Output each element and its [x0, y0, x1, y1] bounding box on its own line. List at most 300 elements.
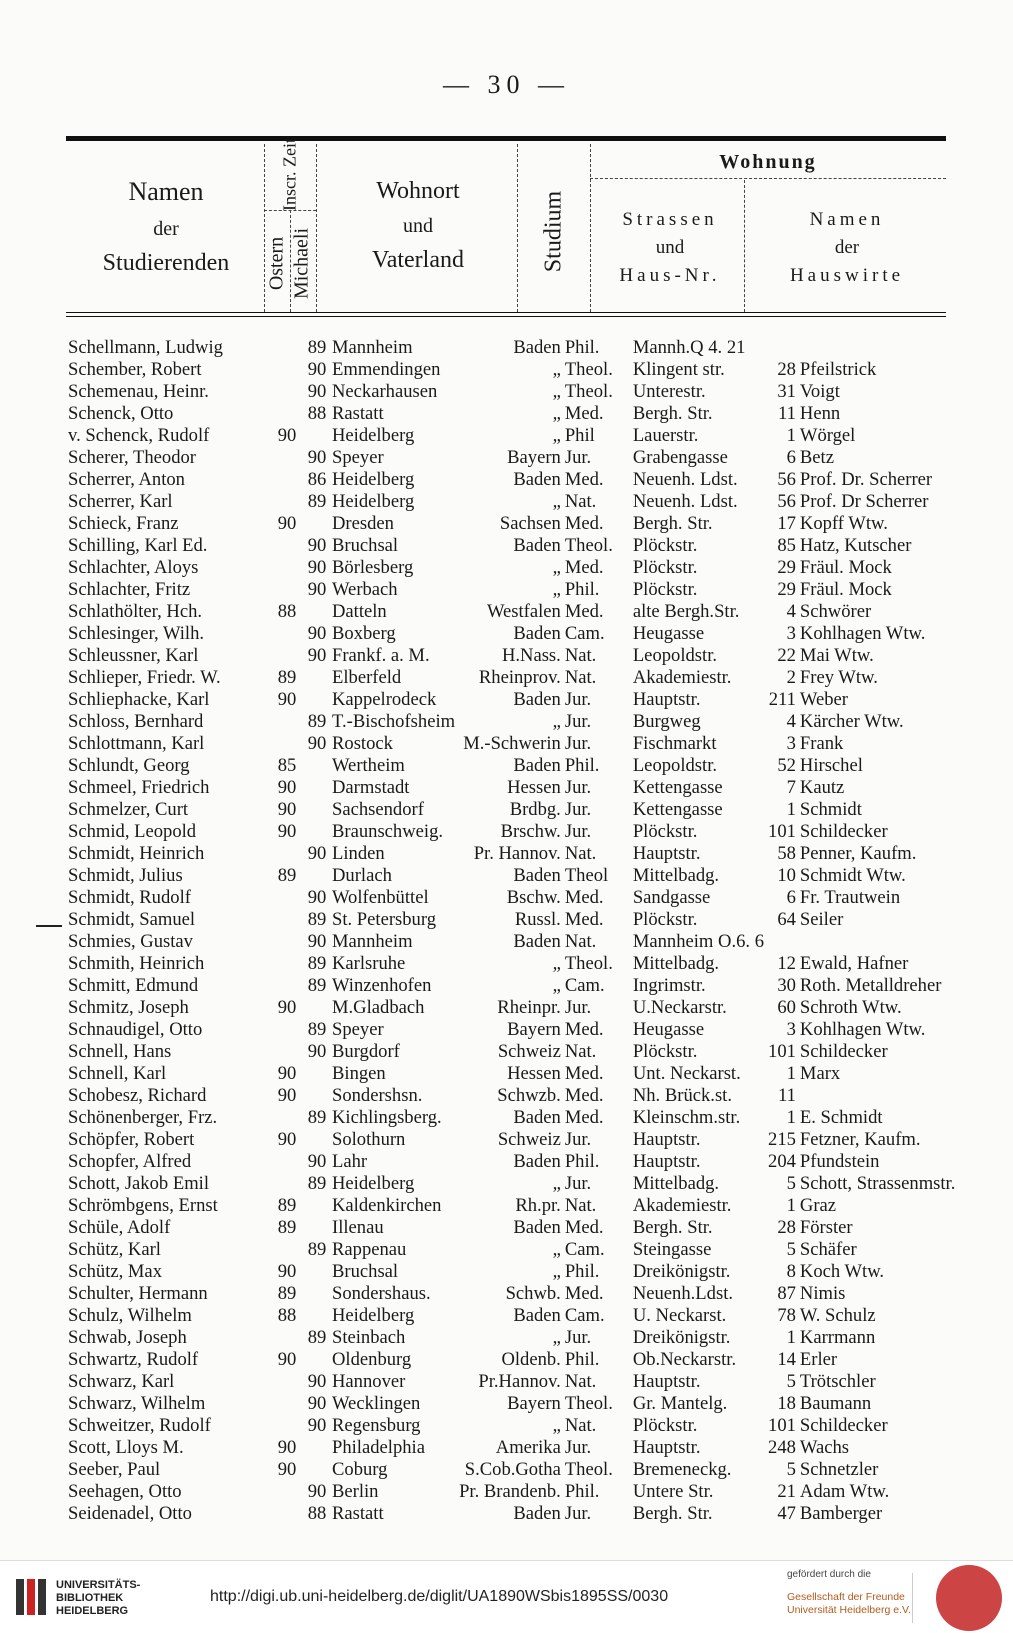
- house-number: 101: [768, 1041, 796, 1062]
- street: Hauptstr.: [632, 1151, 701, 1172]
- student-name: Schopfer, Alfred: [68, 1151, 192, 1172]
- town: Winzenhofen: [332, 975, 432, 996]
- host-name: Schmidt: [799, 799, 862, 820]
- town: Rostock: [332, 733, 393, 754]
- town: Wertheim: [332, 755, 405, 776]
- host-name: Roth. Metalldreher: [799, 975, 942, 996]
- inscr-ostern: 90: [277, 689, 297, 710]
- table-row: [66, 909, 990, 931]
- town: Kappelrodeck: [332, 689, 437, 710]
- table-row: [66, 1107, 990, 1129]
- study: Med.: [564, 469, 604, 490]
- house-number: 3: [786, 623, 796, 644]
- student-name: Schlachter, Fritz: [68, 579, 191, 600]
- study: Theol.: [564, 1459, 613, 1480]
- house-number: 5: [786, 1459, 796, 1480]
- study: Med.: [564, 1107, 604, 1128]
- street: Mittelbadg.: [632, 953, 720, 974]
- host-name: Schott, Strassenmstr.: [799, 1173, 956, 1194]
- host-name: Graz: [799, 1195, 837, 1216]
- town: Bruchsal: [332, 535, 399, 556]
- host-name: Voigt: [799, 381, 840, 402]
- library-logo-icon: [14, 1575, 48, 1619]
- study: Phil.: [564, 337, 600, 358]
- town: Heidelberg: [332, 425, 415, 446]
- student-name: Schweitzer, Rudolf: [68, 1415, 211, 1436]
- table-row: [66, 777, 990, 799]
- house-number: 101: [768, 821, 796, 842]
- host-name: Marx: [799, 1063, 841, 1084]
- table-row: [66, 711, 990, 733]
- student-name: Scott, Lloys M.: [68, 1437, 184, 1458]
- inscr-ostern: [270, 1239, 304, 1261]
- street: Plöckstr.: [632, 1041, 698, 1062]
- inscr-ostern: [270, 1107, 304, 1129]
- student-name: Scherrer, Karl: [68, 491, 173, 512]
- country: Schwzb.: [497, 1085, 561, 1106]
- study: Jur.: [564, 997, 592, 1018]
- house-number: 12: [777, 953, 796, 974]
- street: Bergh. Str.: [632, 1503, 713, 1524]
- inscr-ostern: [270, 337, 304, 359]
- student-name: Schnell, Karl: [68, 1063, 167, 1084]
- student-name: Schwarz, Wilhelm: [68, 1393, 206, 1414]
- host-name: Karrmann: [799, 1327, 876, 1348]
- town: Boxberg: [332, 623, 396, 644]
- study: Med.: [564, 403, 604, 424]
- student-name: Schmith, Heinrich: [68, 953, 205, 974]
- study: Med.: [564, 601, 604, 622]
- street: Plöckstr.: [632, 821, 698, 842]
- house-number: 4: [786, 711, 796, 732]
- street: Dreikönigstr.: [632, 1327, 731, 1348]
- library-name: UNIVERSITÄTS- BIBLIOTHEK HEIDELBERG: [56, 1579, 141, 1617]
- host-name: Penner, Kaufm.: [799, 843, 917, 864]
- study: Jur.: [564, 799, 592, 820]
- street: Plöckstr.: [632, 1415, 698, 1436]
- table-row: [66, 821, 990, 843]
- inscr-michaeli: [304, 755, 330, 777]
- inscr-ostern: [270, 1173, 304, 1195]
- study: Nat.: [564, 491, 597, 512]
- inscr-michaeli: 89: [307, 1107, 327, 1128]
- student-name: Schmitt, Edmund: [68, 975, 199, 996]
- table-row: [66, 1239, 990, 1261]
- house-number: [766, 337, 798, 359]
- inscr-ostern: [270, 1041, 304, 1063]
- student-name: Schönenberger, Frz.: [68, 1107, 218, 1128]
- inscr-ostern: [270, 447, 304, 469]
- table-row: [66, 447, 990, 469]
- study: Med.: [564, 1283, 604, 1304]
- inscr-ostern: 90: [277, 1063, 297, 1084]
- house-number: 211: [768, 689, 796, 710]
- street: Kleinschm.str.: [632, 1107, 741, 1128]
- host-name: Erler: [799, 1349, 838, 1370]
- host-name: Schnetzler: [799, 1459, 879, 1480]
- header-study: Studium: [540, 190, 567, 273]
- study: Jur.: [564, 821, 592, 842]
- inscr-michaeli: [304, 1459, 330, 1481]
- study: Jur.: [564, 1173, 592, 1194]
- inscr-michaeli: 90: [307, 931, 327, 952]
- country: „: [552, 711, 561, 732]
- host-name: W. Schulz: [799, 1305, 876, 1326]
- inscr-michaeli: 89: [307, 909, 327, 930]
- inscr-michaeli: 89: [307, 711, 327, 732]
- host-name: Kohlhagen Wtw.: [799, 623, 926, 644]
- town: Durlach: [332, 865, 392, 886]
- house-number: 22: [777, 645, 796, 666]
- house-number: 29: [777, 557, 796, 578]
- street: Akademiestr.: [632, 667, 732, 688]
- street: Ob.Neckarstr.: [632, 1349, 737, 1370]
- country: Westfalen: [486, 601, 561, 622]
- country: Baden: [513, 623, 561, 644]
- inscr-michaeli: [304, 601, 330, 623]
- student-name: Seidenadel, Otto: [68, 1503, 192, 1524]
- country: „: [552, 1261, 561, 1282]
- country: Hessen: [507, 1063, 561, 1084]
- inscr-ostern: [270, 711, 304, 733]
- table-row: [66, 1371, 990, 1393]
- town: Emmendingen: [332, 359, 441, 380]
- host-name: Frey Wtw.: [799, 667, 878, 688]
- country: Pr. Hannov.: [473, 843, 561, 864]
- town: Datteln: [332, 601, 387, 622]
- street: Mittelbadg.: [632, 865, 720, 886]
- host-name: Frank: [799, 733, 844, 754]
- street: Leopoldstr.: [632, 755, 718, 776]
- country: „: [552, 557, 561, 578]
- house-number: 1: [786, 1063, 796, 1084]
- header-ostern: Ostern: [265, 236, 288, 291]
- town: Elberfeld: [332, 667, 402, 688]
- town: Bruchsal: [332, 1261, 399, 1282]
- inscr-michaeli: [304, 799, 330, 821]
- house-number: 204: [768, 1151, 796, 1172]
- house-number: 4: [786, 601, 796, 622]
- table-row: [66, 1019, 990, 1041]
- page-number: — 30 —: [443, 70, 570, 99]
- footer-divider: [912, 1573, 913, 1623]
- inscr-michaeli: [304, 425, 330, 447]
- country: Baden: [513, 931, 561, 952]
- study: Jur.: [564, 1129, 592, 1150]
- table-row: [66, 843, 990, 865]
- country: „: [552, 579, 561, 600]
- table-row: [66, 1063, 990, 1085]
- host-name: Kautz: [799, 777, 845, 798]
- host-name: Schroth Wtw.: [799, 997, 902, 1018]
- study: Jur.: [564, 689, 592, 710]
- study: Phil: [564, 425, 595, 446]
- study: Theol.: [564, 359, 613, 380]
- house-number: 64: [777, 909, 796, 930]
- house-number: 5: [786, 1239, 796, 1260]
- street: Hauptstr.: [632, 1437, 701, 1458]
- street: Sandgasse: [632, 887, 711, 908]
- student-name: Schlottmann, Karl: [68, 733, 205, 754]
- host-name: Prof. Dr Scherrer: [799, 491, 929, 512]
- student-name: Schlathölter, Hch.: [68, 601, 203, 622]
- host-name: Trötschler: [799, 1371, 876, 1392]
- host-name: Hirschel: [799, 755, 863, 776]
- host-name: [798, 337, 990, 359]
- host-name: Koch Wtw.: [799, 1261, 885, 1282]
- house-number: 28: [777, 359, 796, 380]
- table-row: [66, 953, 990, 975]
- host-name: Betz: [799, 447, 834, 468]
- header-bottom-rule: [66, 312, 946, 313]
- inscr-michaeli: [304, 513, 330, 535]
- street: U.Neckarstr.: [632, 997, 727, 1018]
- student-name: Schmidt, Heinrich: [68, 843, 205, 864]
- host-name: Baumann: [799, 1393, 872, 1414]
- inscr-michaeli: 89: [307, 491, 327, 512]
- house-number: 1: [786, 1107, 796, 1128]
- street: Klingent str.: [632, 359, 725, 380]
- study: Med.: [564, 887, 604, 908]
- town: Heidelberg: [332, 469, 415, 490]
- inscr-ostern: 90: [277, 1459, 297, 1480]
- country: Baden: [513, 865, 561, 886]
- inscr-michaeli: [304, 1283, 330, 1305]
- country: Hessen: [507, 777, 561, 798]
- student-name: Scherer, Theodor: [68, 447, 196, 468]
- house-number: 14: [777, 1349, 796, 1370]
- study: Phil.: [564, 1261, 600, 1282]
- student-name: Schulter, Hermann: [68, 1283, 208, 1304]
- host-name: Schildecker: [799, 1041, 888, 1062]
- header-top-rule: [66, 136, 946, 141]
- table-row: [66, 799, 990, 821]
- house-number: 17: [777, 513, 796, 534]
- country: S.Cob.Gotha: [464, 1459, 561, 1480]
- student-name: Schmeel, Friedrich: [68, 777, 210, 798]
- inscr-ostern: [270, 645, 304, 667]
- table-row: [66, 755, 990, 777]
- study: Theol.: [564, 1393, 613, 1414]
- inscr-michaeli: 90: [307, 1481, 327, 1502]
- street: Akademiestr.: [632, 1195, 732, 1216]
- street: Lauerstr.: [632, 425, 699, 446]
- table-row: [66, 359, 990, 381]
- host-name: Seiler: [799, 909, 844, 930]
- street: Grabengasse: [632, 447, 728, 468]
- study: Nat.: [564, 1371, 597, 1392]
- country: „: [552, 953, 561, 974]
- street: Mannheim O.6. 6: [632, 931, 765, 952]
- student-name: Schlieper, Friedr. W.: [68, 667, 221, 688]
- inscr-ostern: 89: [277, 667, 297, 688]
- student-name: Schmid, Leopold: [68, 821, 197, 842]
- inscr-ostern: 90: [277, 799, 297, 820]
- country: „: [552, 491, 561, 512]
- student-name: Schellmann, Ludwig: [68, 337, 223, 358]
- country: „: [552, 1415, 561, 1436]
- header-inscr-zeit: Inscr. Zeit: [279, 138, 300, 211]
- host-name: Henn: [799, 403, 841, 424]
- country: Baden: [513, 1217, 561, 1238]
- country: „: [552, 403, 561, 424]
- inscr-ostern: [270, 1503, 304, 1525]
- street: Hauptstr.: [632, 1129, 701, 1150]
- town: Sondershaus.: [332, 1283, 431, 1304]
- country: Baden: [513, 337, 561, 358]
- table-row: [66, 1261, 990, 1283]
- town: Mannheim: [332, 337, 413, 358]
- table-row: [66, 1041, 990, 1063]
- inscr-ostern: [270, 359, 304, 381]
- town: Philadelphia: [332, 1437, 425, 1458]
- student-name: Schmelzer, Curt: [68, 799, 189, 820]
- house-number: 60: [777, 997, 796, 1018]
- study: Nat.: [564, 667, 597, 688]
- street: Plöckstr.: [632, 909, 698, 930]
- host-name: Wachs: [799, 1437, 850, 1458]
- student-name: Scherrer, Anton: [68, 469, 185, 490]
- inscr-ostern: 89: [277, 1283, 297, 1304]
- inscr-ostern: [270, 381, 304, 403]
- study: Med.: [564, 1217, 604, 1238]
- house-number: 18: [777, 1393, 796, 1414]
- inscr-ostern: [270, 887, 304, 909]
- table-row: [66, 403, 990, 425]
- inscr-michaeli: 89: [307, 337, 327, 358]
- host-name: Schäfer: [799, 1239, 857, 1260]
- table-row: [66, 931, 990, 953]
- house-number: 8: [786, 1261, 796, 1282]
- house-number: 248: [768, 1437, 796, 1458]
- table-row: [66, 997, 990, 1019]
- study: Jur.: [564, 777, 592, 798]
- study: Jur.: [564, 1503, 592, 1524]
- inscr-michaeli: 89: [307, 1019, 327, 1040]
- table-row: [66, 1503, 990, 1525]
- house-number: 3: [786, 733, 796, 754]
- study: Nat.: [564, 645, 597, 666]
- house-number: 1: [786, 1327, 796, 1348]
- source-url[interactable]: http://digi.ub.uni-heidelberg.de/diglit/UA1890WSbis1895SS/0030: [210, 1588, 669, 1605]
- street: Kettengasse: [632, 799, 723, 820]
- town: Speyer: [332, 447, 384, 468]
- inscr-michaeli: 90: [307, 579, 327, 600]
- host-name: Fräul. Mock: [799, 557, 892, 578]
- student-name: Schlundt, Georg: [68, 755, 190, 776]
- study: Theol.: [564, 953, 613, 974]
- study: Nat.: [564, 931, 597, 952]
- inscr-ostern: [270, 491, 304, 513]
- house-number: 30: [777, 975, 796, 996]
- host-name: Mai Wtw.: [799, 645, 874, 666]
- student-name: Schüle, Adolf: [68, 1217, 171, 1238]
- town: Kaldenkirchen: [332, 1195, 442, 1216]
- inscr-michaeli: 89: [307, 1173, 327, 1194]
- host-name: Hatz, Kutscher: [799, 535, 912, 556]
- country: Baden: [513, 1305, 561, 1326]
- house-number: 3: [786, 1019, 796, 1040]
- country: Schwb.: [505, 1283, 561, 1304]
- inscr-ostern: [270, 909, 304, 931]
- country: Russl.: [514, 909, 561, 930]
- town: Rastatt: [332, 403, 384, 424]
- house-number: 52: [777, 755, 796, 776]
- country: Oldenb.: [501, 1349, 561, 1370]
- table-row: [66, 1349, 990, 1371]
- country: Schweiz: [497, 1129, 561, 1150]
- inscr-michaeli: 90: [307, 623, 327, 644]
- header-street: Strassen und Haus-Nr.: [619, 209, 721, 286]
- study: Jur.: [564, 447, 592, 468]
- town: Heidelberg: [332, 1173, 415, 1194]
- street: Untere Str.: [632, 1481, 714, 1502]
- inscr-michaeli: 89: [307, 953, 327, 974]
- street: U. Neckarst.: [632, 1305, 727, 1326]
- street: Ingrimstr.: [632, 975, 706, 996]
- house-number: 56: [777, 491, 796, 512]
- town: Sondershsn.: [332, 1085, 423, 1106]
- inscr-michaeli: [304, 1129, 330, 1151]
- inscr-michaeli: 88: [307, 403, 327, 424]
- inscr-ostern: 90: [277, 1349, 297, 1370]
- street: Heugasse: [632, 623, 705, 644]
- country: Bayern: [507, 447, 561, 468]
- house-number: 31: [777, 381, 796, 402]
- student-name: Schwartz, Rudolf: [68, 1349, 199, 1370]
- study: Nat.: [564, 1415, 597, 1436]
- student-name: Schöpfer, Robert: [68, 1129, 195, 1150]
- table-row: [66, 1085, 990, 1107]
- table-row: [66, 1305, 990, 1327]
- host-name: Fetzner, Kaufm.: [799, 1129, 921, 1150]
- student-table: [66, 337, 990, 1525]
- header-name: Namen der Studierenden: [102, 177, 230, 276]
- inscr-ostern: [270, 733, 304, 755]
- inscr-ostern: 88: [277, 601, 297, 622]
- country: Amerika: [495, 1437, 561, 1458]
- host-name: [798, 931, 990, 953]
- inscr-michaeli: [304, 865, 330, 887]
- table-row: [66, 1415, 990, 1437]
- house-number: 2: [786, 667, 796, 688]
- inscr-michaeli: 90: [307, 1415, 327, 1436]
- house-number: 1: [786, 425, 796, 446]
- town: Berlin: [332, 1481, 379, 1502]
- student-name: v. Schenck, Rudolf: [68, 425, 210, 446]
- house-number: 6: [786, 887, 796, 908]
- study: Phil.: [564, 1481, 600, 1502]
- street: Nh. Brück.st.: [632, 1085, 732, 1106]
- town: Steinbach: [332, 1327, 406, 1348]
- student-name: Schmies, Gustav: [68, 931, 193, 952]
- inscr-ostern: [270, 535, 304, 557]
- street: Neuenh.Ldst.: [632, 1283, 734, 1304]
- host-name: Kärcher Wtw.: [799, 711, 904, 732]
- table-row: [66, 469, 990, 491]
- country: Baden: [513, 1107, 561, 1128]
- town: Oldenburg: [332, 1349, 412, 1370]
- inscr-ostern: [270, 623, 304, 645]
- country: Bschw.: [506, 887, 561, 908]
- inscr-ostern: [270, 953, 304, 975]
- study: Med.: [564, 1085, 604, 1106]
- student-name: Seeber, Paul: [68, 1459, 161, 1480]
- study: Cam.: [564, 1239, 605, 1260]
- house-number: 6: [786, 447, 796, 468]
- inscr-michaeli: [304, 821, 330, 843]
- student-name: Schwarz, Karl: [68, 1371, 175, 1392]
